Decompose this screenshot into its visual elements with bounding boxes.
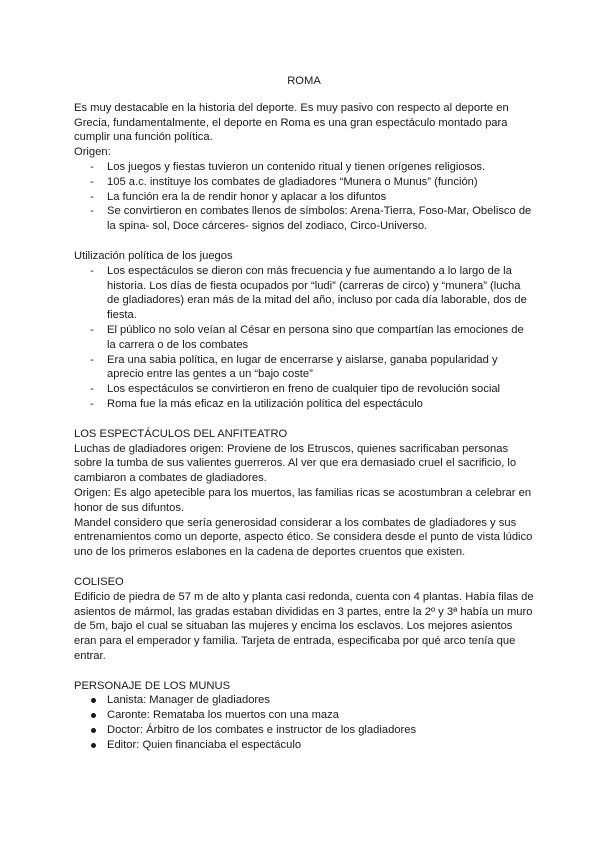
utilizacion-list [74,264,534,412]
list-item: - Roma fue la más eficaz en la utilización política del espectáculo [74,397,534,412]
list-item: - Era una sabia política, en lugar de encerrarse y aislarse, ganaba popularidad y aprecio entre las gentes a un “bajo coste” [74,353,534,383]
document-page [74,74,534,753]
coliseo-heading: COLISEO [74,575,124,588]
list-item: Editor: Quien financiaba el espectáculo [74,738,534,753]
list-item: - Se convirtieron en combates llenos de símbolos: Arena-Tierra, Foso-Mar, Obelisco de la spina- sol, Doce cárceres- signos del zodiaco, Circo-Universo. [74,204,534,234]
anfiteatro-paragraph: Origen: Es algo apetecible para los muertos, las familias ricas se acostumbran a celebrar en honor de sus difuntos. [74,486,532,514]
list-item: Lanista: Manager de gladiadores [74,693,534,708]
origen-label: Origen: [74,146,111,159]
origen-list [74,160,534,234]
personaje-heading: PERSONAJE DE LOS MUNUS [74,679,231,692]
list-item: Doctor: Árbitro de los combates e instructor de los gladiadores [74,723,534,738]
page-title: ROMA [287,75,321,87]
list-item: - Los juegos y fiestas tuvieron un contenido ritual y tienen orígenes religiosos. [74,160,534,175]
personaje-list [74,693,534,752]
utilizacion-heading: Utilización política de los juegos [74,249,233,262]
anfiteatro-paragraph: Luchas de gladiadores origen: Proviene de los Etruscos, quienes sacrificaban personas sobre la tumba de sus valientes guerreros. Al ver que era demasiado cruel el sacrificio, lo cambiaron a combates de gladiadores. [74,442,517,485]
anfiteatro-heading: LOS ESPECTÁCULOS DEL ANFITEATRO [74,427,288,440]
list-item: Caronte: Remataba los muertos con una maza [74,708,534,723]
list-item: - La función era la de rendir honor y aplacar a los difuntos [74,190,534,205]
anfiteatro-paragraph: Mandel considero que sería generosidad considerar a los combates de gladiadores y sus entrenamientos como un deporte, aspecto ético. Se considera desde el punto de vista lúdico uno de los primeros eslabones en la cadena de deportes cruentos que existen. [74,516,533,559]
list-item: - Los espectáculos se dieron con más frecuencia y fue aumentando a lo largo de la historia. Los días de fiesta ocupados por “ludi” (carreras de circo) y “munera” (lucha de gladiadores) eran más de la mitad del año, incluso por cada día laborable, dos de fiesta. [74,264,534,323]
coliseo-paragraph: Edificio de piedra de 57 m de alto y planta casi redonda, cuenta con 4 plantas. Había filas de asientos de mármol, las gradas estaban divididas en 3 partes, entre la 2º y 3ª había un muro de 5m, bajo el cual se situaban las mujeres y encima los esclavos. Los mejores asientos eran para el emperador y familia. Tarjeta de entrada, especificaba por qué arco tenía que entrar. [74,590,534,662]
list-item: - 105 a.c. instituye los combates de gladiadores “Munera o Munus” (función) [74,175,534,190]
intro-paragraph: Es muy destacable en la historia del deporte. Es muy pasivo con respecto al deporte en Grecia, fundamentalmente, el deporte en Roma es una gran espectáculo montado para cumplir una función política. [74,101,509,144]
list-item: - Los espectáculos se convirtieron en freno de cualquier tipo de revolución social [74,382,534,397]
list-item: - El público no solo veían al César en persona sino que compartían las emociones de la carrera o de los combates [74,323,534,353]
